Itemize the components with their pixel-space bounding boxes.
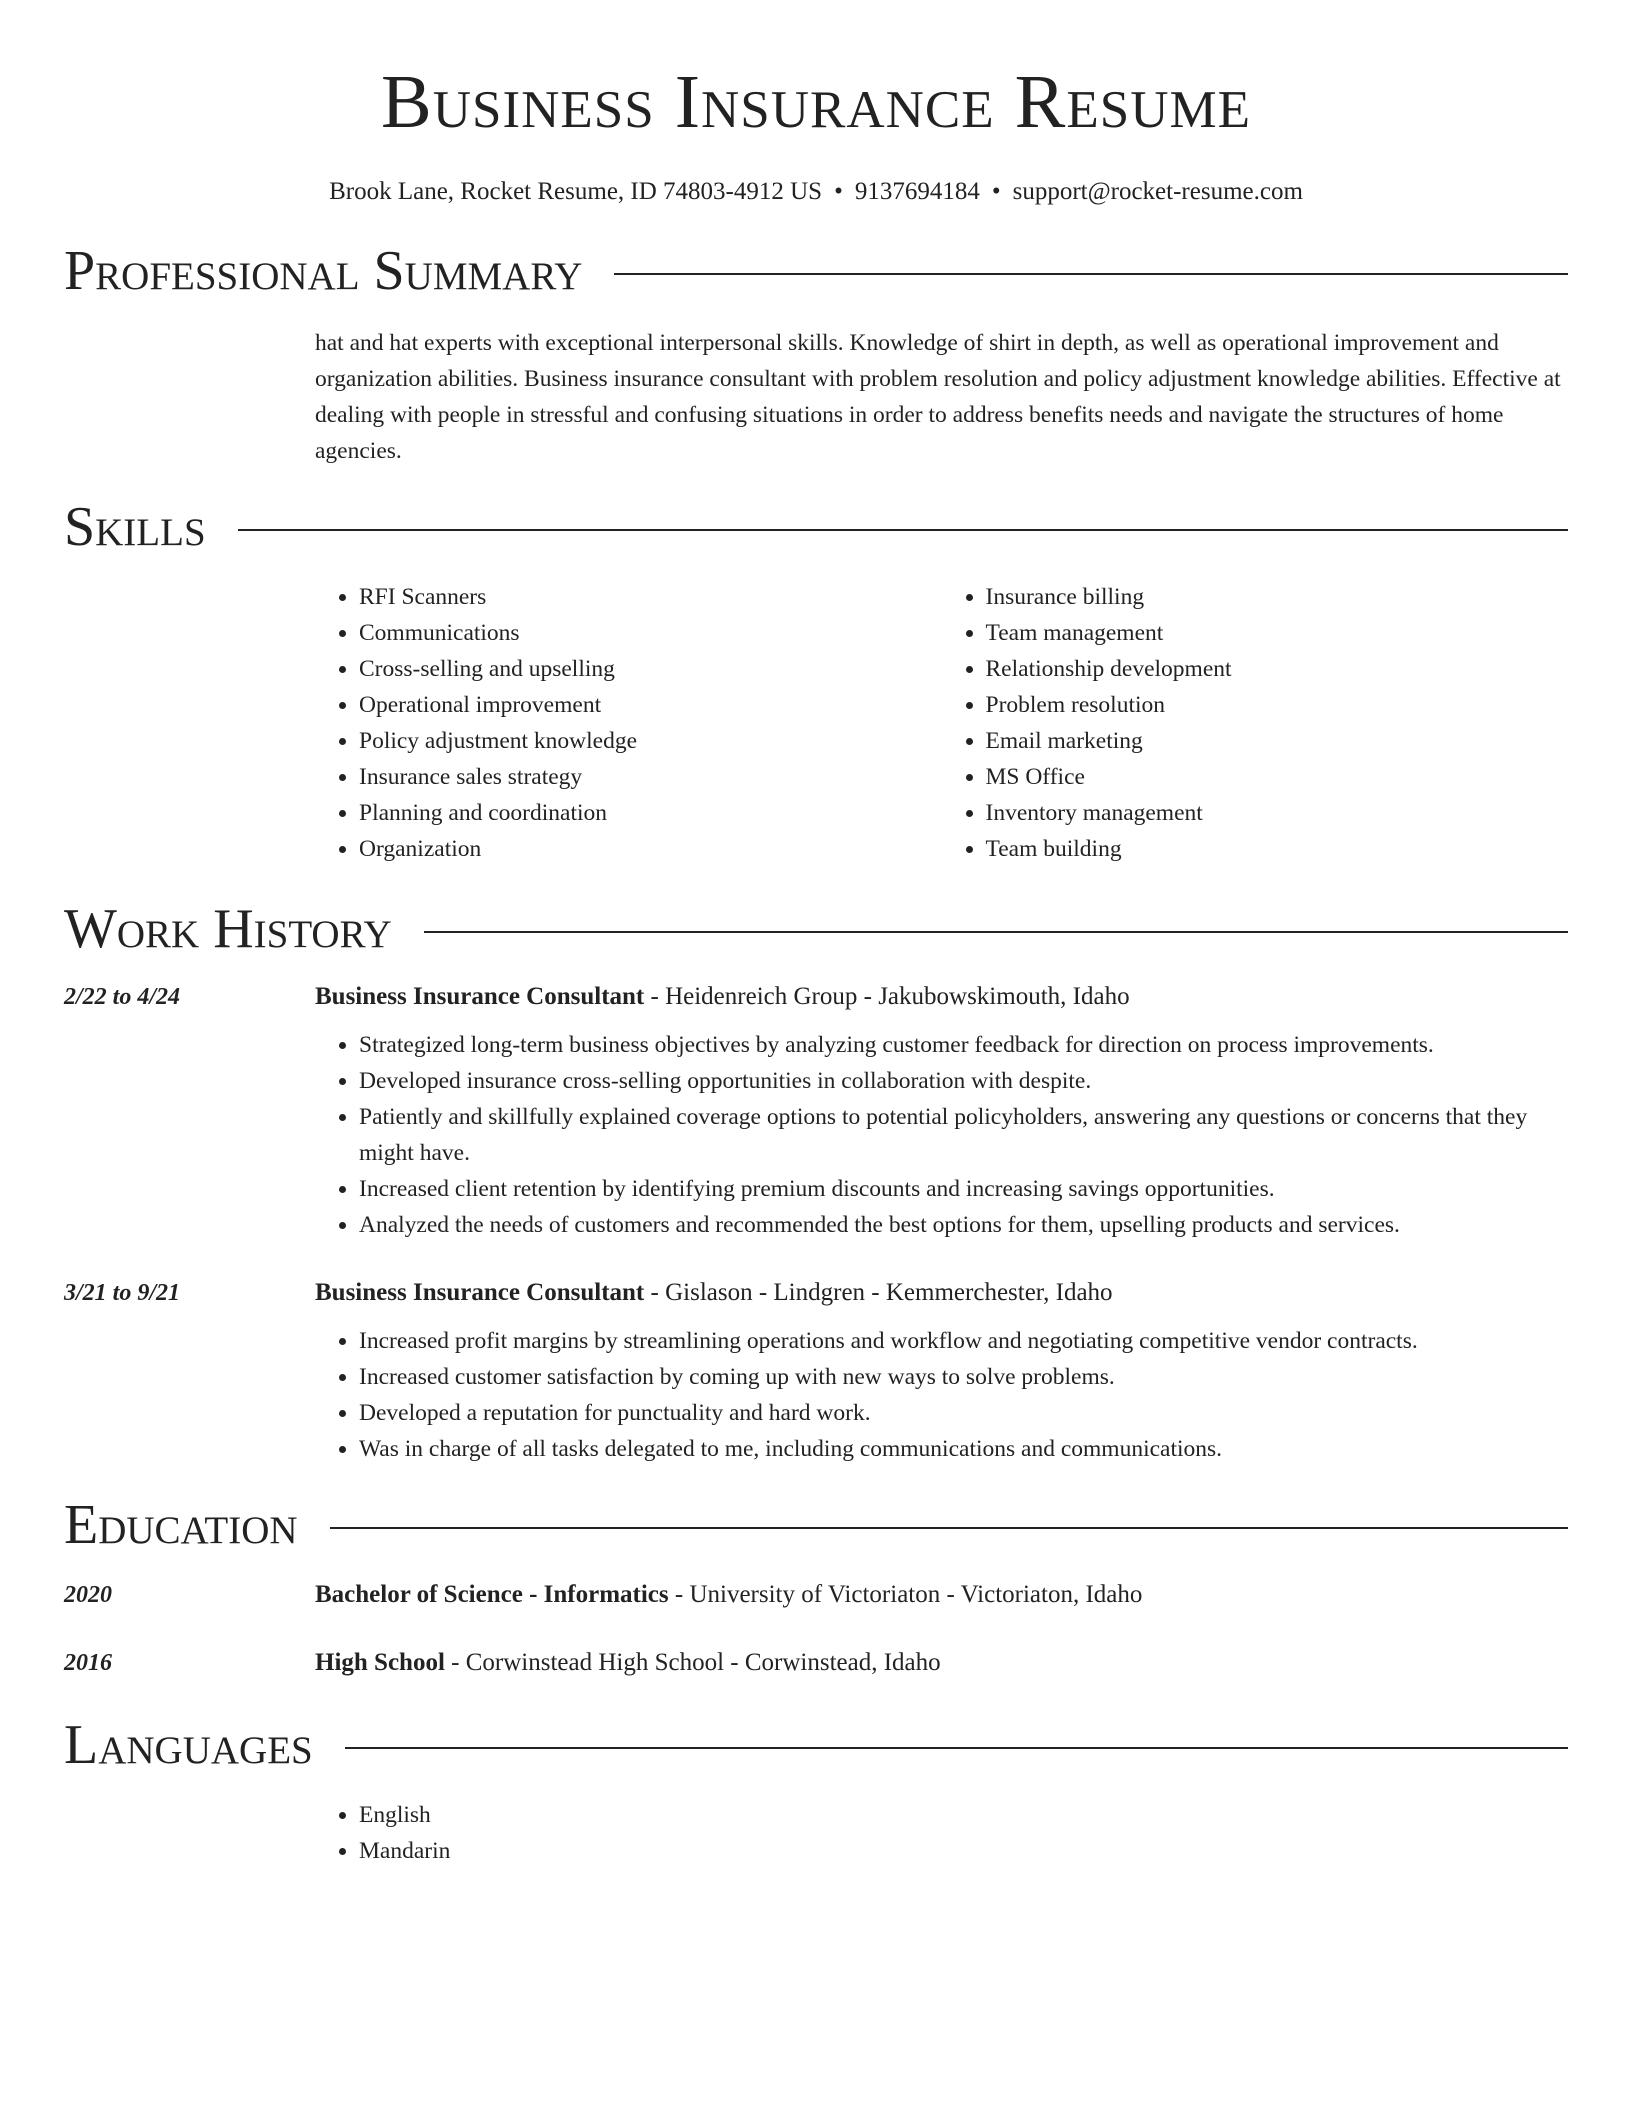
education-detail xyxy=(315,1645,1568,1681)
list-item: • Cross-selling and upselling xyxy=(359,651,942,687)
contact-line xyxy=(64,176,1568,209)
resume-name: Business Insurance Resume xyxy=(381,60,1251,144)
education-entry xyxy=(64,1577,1568,1613)
list-item: • Analyzed the needs of customers and recommended the best options for them, upselling products and services. xyxy=(359,1207,1568,1243)
list-item: • Inventory management xyxy=(986,795,1569,831)
languages-section xyxy=(64,1713,1568,1869)
job-dates: 3/21 to 9/21 xyxy=(64,1279,181,1306)
section-divider xyxy=(345,1747,1568,1749)
education-section xyxy=(64,1493,1568,1681)
section-divider xyxy=(424,931,1568,933)
list-item: • Email marketing xyxy=(986,723,1569,759)
list-item: • Team management xyxy=(986,615,1569,651)
summary-text: hat and hat experts with exceptional interpersonal skills. Knowledge of shirt in depth, as well as operational improvement and organization abilities. Business insurance consultant with problem resolution and policy adjustment knowledge abilities. Effective at dealing with people in stressful and confusing situations in order to address benefits needs and navigate the structures of home agencies. xyxy=(315,329,1561,464)
job-dates: 2/22 to 4/24 xyxy=(64,983,181,1010)
section-title: Work History xyxy=(64,897,392,960)
education-school: - Corwinstead High School - Corwinstead, Idaho xyxy=(444,1648,941,1676)
list-item: • MS Office xyxy=(986,759,1569,795)
languages-list-wrap xyxy=(315,1797,1568,1869)
education-entry xyxy=(64,1645,1568,1681)
section-title: Skills xyxy=(64,495,206,558)
list-item: • Increased profit margins by streamlining operations and workflow and negotiating competitive vendor contracts. xyxy=(359,1323,1568,1359)
section-header xyxy=(64,495,1568,558)
section-divider xyxy=(238,529,1568,531)
section-header xyxy=(64,1713,1568,1776)
phone: 9137694184 xyxy=(854,178,980,205)
list-item: • Insurance billing xyxy=(986,579,1569,615)
section-title: Education xyxy=(64,1493,298,1556)
skills-list-left xyxy=(315,579,942,867)
education-year: 2020 xyxy=(64,1581,112,1608)
education-year: 2016 xyxy=(64,1649,112,1676)
list-item: • Relationship development xyxy=(986,651,1569,687)
section-divider xyxy=(614,273,1568,275)
languages-list xyxy=(315,1797,1568,1869)
job-employer: - Heidenreich Group - Jakubowskimouth, Idaho xyxy=(644,982,1130,1010)
list-item: • Increased customer satisfaction by coming up with new ways to solve problems. xyxy=(359,1359,1568,1395)
list-item: • Strategized long-term business objectives by analyzing customer feedback for direction on process improvements. xyxy=(359,1027,1568,1063)
email: support@rocket-resume.com xyxy=(1012,178,1303,205)
list-item: • Developed a reputation for punctuality and hard work. xyxy=(359,1395,1568,1431)
job-role: Business Insurance Consultant xyxy=(315,1278,645,1306)
job-bullets xyxy=(315,1027,1568,1243)
list-item: • Organization xyxy=(359,831,942,867)
job-entry xyxy=(64,979,1568,1243)
list-item: • Problem resolution xyxy=(986,687,1569,723)
work-history-section xyxy=(64,897,1568,1467)
list-item: • Communications xyxy=(359,615,942,651)
list-item: • Patiently and skillfully explained coverage options to potential policyholders, answering any questions or concerns that they might have. xyxy=(359,1099,1568,1171)
list-item: • Was in charge of all tasks delegated to me, including communications and communications. xyxy=(359,1431,1568,1467)
summary-section xyxy=(64,239,1568,469)
section-divider xyxy=(330,1527,1568,1529)
list-item: • Mandarin xyxy=(359,1833,1568,1869)
skills-section xyxy=(64,495,1568,867)
list-item: • Developed insurance cross-selling opportunities in collaboration with despite. xyxy=(359,1063,1568,1099)
education-degree: High School xyxy=(315,1648,445,1676)
section-title: Professional Summary xyxy=(64,239,583,302)
address: Brook Lane, Rocket Resume, ID 74803-4912 US xyxy=(329,178,823,205)
list-item: • Insurance sales strategy xyxy=(359,759,942,795)
list-item: • Policy adjustment knowledge xyxy=(359,723,942,759)
list-item: • Team building xyxy=(986,831,1569,867)
list-item: • English xyxy=(359,1797,1568,1833)
list-item: • RFI Scanners xyxy=(359,579,942,615)
skills-grid xyxy=(315,579,1568,867)
job-bullets xyxy=(315,1323,1568,1467)
list-item: • Planning and coordination xyxy=(359,795,942,831)
section-header xyxy=(64,897,1568,960)
job-entry xyxy=(64,1275,1568,1467)
job-detail xyxy=(315,979,1568,1243)
list-item: • Operational improvement xyxy=(359,687,942,723)
job-role: Business Insurance Consultant xyxy=(315,982,645,1010)
job-employer: - Gislason - Lindgren - Kemmerchester, Idaho xyxy=(644,1278,1113,1306)
education-detail xyxy=(315,1577,1568,1613)
education-degree: Bachelor of Science - Informatics xyxy=(315,1580,669,1608)
section-header xyxy=(64,1493,1568,1556)
section-title: Languages xyxy=(64,1713,313,1776)
list-item: • Increased client retention by identifying premium discounts and increasing savings opportunities. xyxy=(359,1171,1568,1207)
education-school: - University of Victoriaton - Victoriaton, Idaho xyxy=(668,1580,1143,1608)
separator: • xyxy=(834,178,843,205)
job-title-line xyxy=(315,1275,1568,1311)
job-detail xyxy=(315,1275,1568,1467)
separator: • xyxy=(991,178,1001,205)
job-title-line xyxy=(315,979,1568,1015)
skills-list-right xyxy=(942,579,1569,867)
section-header xyxy=(64,239,1568,302)
